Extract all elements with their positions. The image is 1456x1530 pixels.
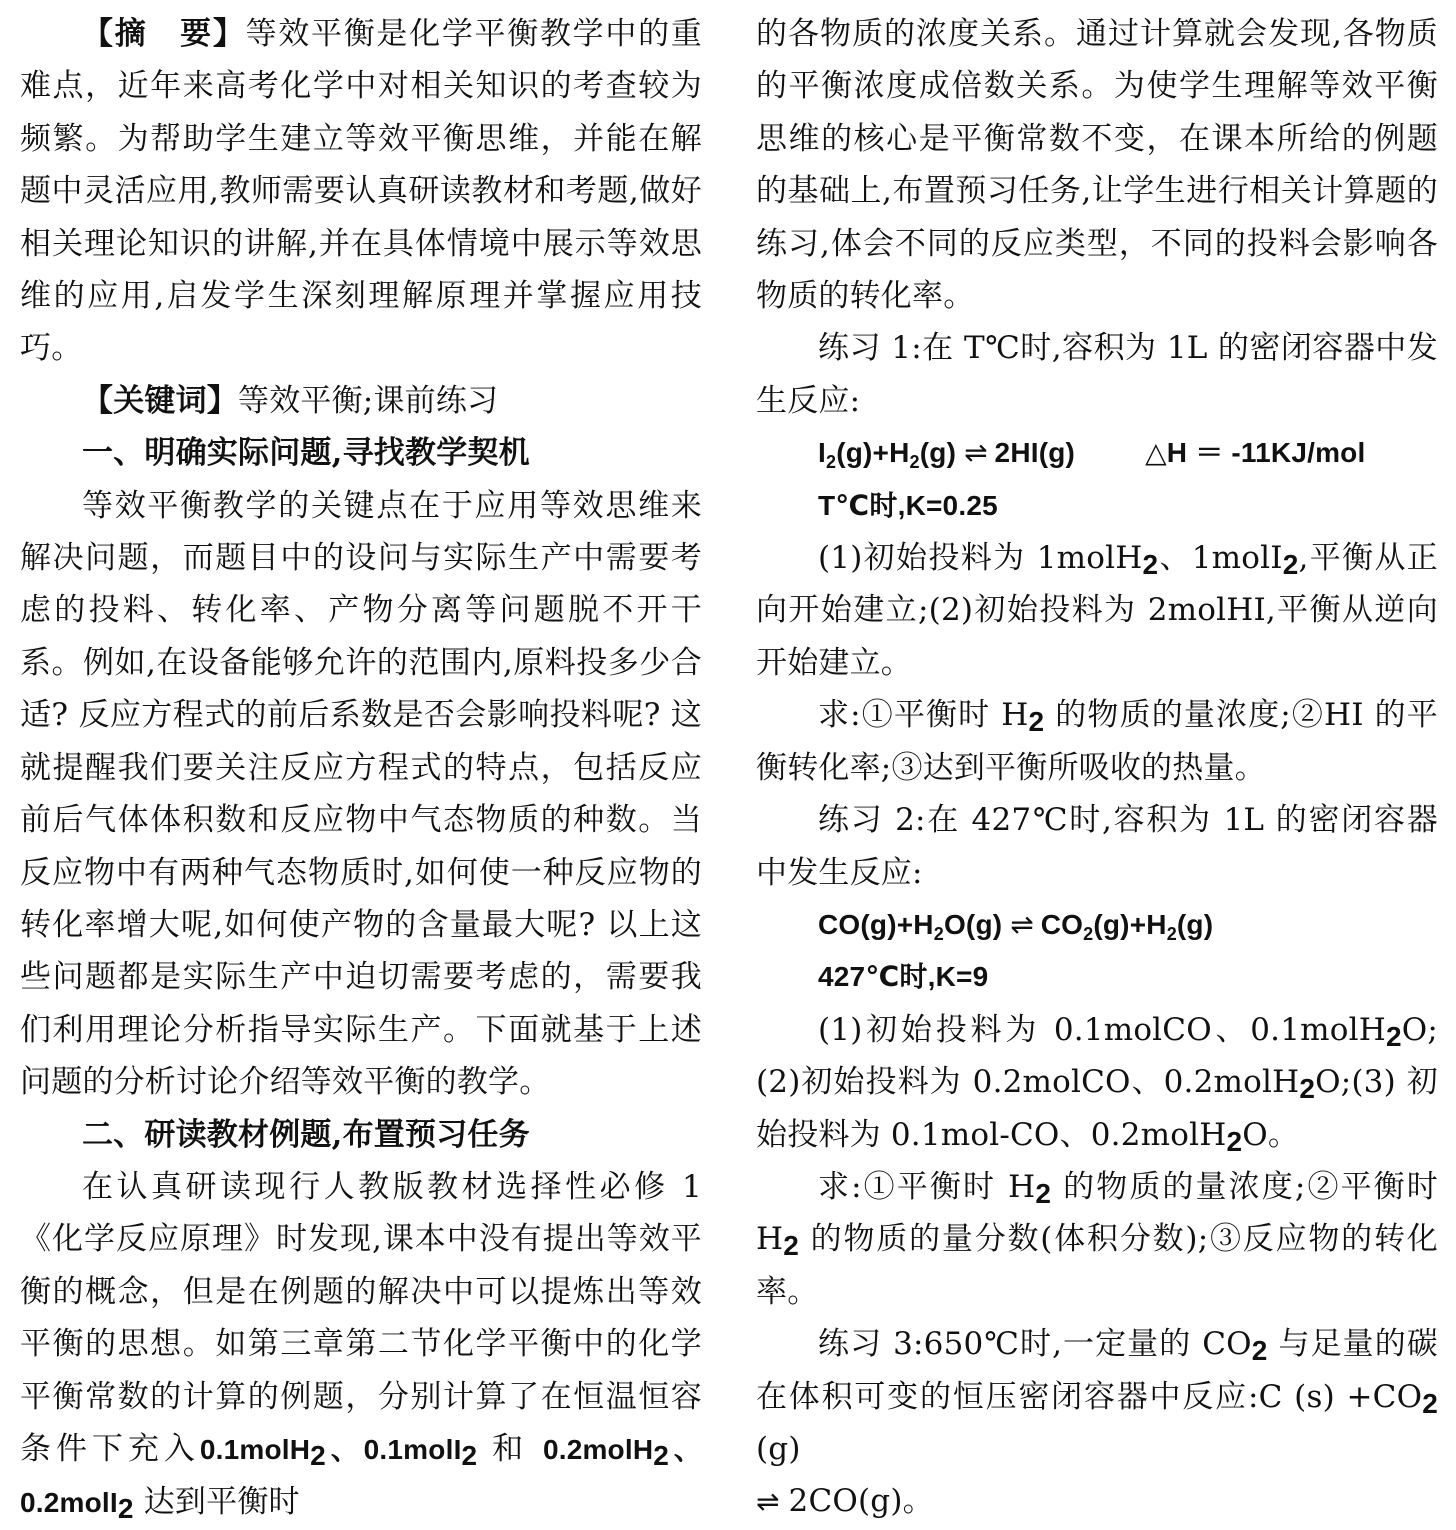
- exercise-3: [756, 1318, 1438, 1529]
- right-column: [756, 8, 1438, 1529]
- enthalpy-text: △H ＝ -11KJ/mol: [1145, 437, 1366, 469]
- subscript: 2: [1028, 706, 1045, 738]
- exercise-3-text: (g): [756, 1430, 801, 1467]
- section-heading-1: 一、明确实际问题,寻找教学契机: [82, 435, 530, 472]
- condition-text: O;(2)初始投料为 0.2molCO、0.2molH: [756, 1011, 1438, 1101]
- formula-text: (g): [919, 437, 957, 469]
- subscript: 2: [310, 1439, 326, 1471]
- exercise-3-text: 与足量的碳在体积可变的恒压密闭容器中反应:C (s) +CO: [756, 1326, 1438, 1415]
- subscript: 2: [1035, 1177, 1052, 1209]
- paragraph-2: [20, 1161, 702, 1530]
- connector-text: 和: [477, 1430, 543, 1467]
- exercise-3-text: 2CO(g)。: [778, 1483, 934, 1520]
- condition-text: (1)初始投料为 0.1molCO、0.1molH: [818, 1011, 1386, 1048]
- subscript: 2: [1385, 1020, 1402, 1052]
- paragraph-2-end: 达到平衡时: [133, 1484, 300, 1521]
- condition-text: (1)初始投料为 1molH: [818, 540, 1143, 577]
- subscript: 2: [117, 1493, 134, 1525]
- formula-text: (g)+H: [836, 437, 910, 469]
- condition-text: O。: [1242, 1116, 1300, 1153]
- subscript: 2: [1251, 1335, 1268, 1367]
- equilibrium-arrow-icon: ⇌: [1010, 907, 1033, 941]
- subscript: 2: [1142, 549, 1159, 581]
- subscript: 2: [909, 452, 920, 473]
- exercise-3-text: 练习 3:650℃时,一定量的 CO: [818, 1326, 1252, 1363]
- formula-text: O(g): [943, 908, 1003, 940]
- exercise-1-questions: [756, 689, 1438, 794]
- formula-text: 、0.1molI: [325, 1433, 462, 1465]
- question-text: 的物质的量分数(体积分数);③反应物的转化率。: [756, 1221, 1438, 1310]
- question-text: 的物质的量浓度;②平衡时 H: [756, 1168, 1438, 1258]
- subscript: 2: [1422, 1387, 1438, 1419]
- keywords-text: 等效平衡;课前练习: [238, 382, 499, 419]
- exercise-2-intro: 练习 2:在 427℃时,容积为 1L 的密闭容器中发生反应:: [756, 802, 1438, 891]
- formula-text: 0.1molH: [199, 1433, 311, 1465]
- question-text: 求:①平衡时 H: [818, 697, 1029, 734]
- formula-text: CO: [1040, 908, 1084, 940]
- question-text: 的物质的量浓度;②HI 的平衡转化率;③达到平衡所吸收的热量。: [756, 697, 1438, 786]
- formula-text: 0.2molH: [542, 1433, 654, 1465]
- exercise-1-k: T℃时,K=0.25: [818, 489, 998, 521]
- exercise-2-conditions: [756, 1004, 1438, 1161]
- subscript: 2: [1226, 1125, 1243, 1157]
- subscript: 2: [461, 1439, 478, 1471]
- subscript: 2: [1282, 549, 1299, 581]
- formula-text: I: [818, 437, 826, 469]
- keywords: [20, 375, 702, 427]
- abstract-text: 等效平衡是化学平衡教学中的重难点，近年来高考化学中对相关知识的考查较为频繁。为帮助学生建立等效平衡思维，并能在解题中灵活应用,教师需要认真研读教材和考题,做好相关理论知识的讲解,并在具体情境中展示等效思维的应用,启发学生深刻理解原理并掌握应用技巧。: [20, 16, 702, 367]
- formula-text: (g)+H: [1093, 908, 1167, 940]
- formula-text: CO(g)+H: [818, 908, 934, 940]
- continued-paragraph: 的各物质的浓度关系。通过计算就会发现,各物质的平衡浓度成倍数关系。为使学生理解等效平衡思维的核心是平衡常数不变，在课本所给的例题的基础上,布置预习任务,让学生进行相关计算题的练习,体会不同的反应类型，不同的投料会影响各物质的转化率。: [756, 16, 1438, 315]
- subscript: 2: [933, 923, 944, 944]
- subscript: 2: [783, 1230, 800, 1262]
- exercise-1-equation: [756, 427, 1438, 479]
- exercise-2-k: 427℃时,K=9: [818, 961, 989, 993]
- subscript: 2: [825, 452, 837, 473]
- section-heading-2: 二、研读教材例题,布置预习任务: [82, 1116, 530, 1153]
- formula-text: 2HI(g): [994, 437, 1076, 469]
- abstract: [20, 8, 702, 375]
- question-text: 求:①平衡时 H: [818, 1168, 1036, 1205]
- exercise-2-questions: [756, 1161, 1438, 1318]
- formula-text: 、0.2molI: [20, 1433, 703, 1519]
- condition-text: 、1molI: [1158, 540, 1283, 577]
- paragraph-1: 等效平衡教学的关键点在于应用等效思维来解决问题，而题目中的设问与实际生产中需要考虑的投料、转化率、产物分离等问题脱不开干系。例如,在设备能够允许的范围内,原料投多少合适? 反应方程式的前后系数是否会影响投料呢? 这就提醒我们要关注反应方程式的特点，包括反应前后气体体积数和反应物中气态物质的种数。当反应物中有两种气态物质时,如何使一种反应物的转化率增大呢,如何使产物的含量最大呢? 以上这些问题都是实际生产中迫切需要考虑的，需要我们利用理论分析指导实际生产。下面就基于上述问题的分析讨论介绍等效平衡的教学。: [20, 487, 702, 1101]
- exercise-1-conditions: [756, 532, 1438, 689]
- paragraph-2-text: 在认真研读现行人教版教材选择性必修 1《化学反应原理》时发现,课本中没有提出等效平衡的概念，但是在例题的解决中可以提炼出等效平衡的思想。如第三章第二节化学平衡中的化学平衡常数的计算的例题，分别计算了在恒温恒容条件下充入: [20, 1168, 702, 1467]
- left-column: [20, 8, 702, 1530]
- keywords-tag: 【关键词】: [82, 382, 238, 419]
- subscript: 2: [1083, 923, 1094, 944]
- condition-text: O;(3) 初始投料为 0.1mol-CO、0.2molH: [756, 1064, 1439, 1153]
- subscript: 2: [1299, 1073, 1316, 1105]
- subscript: 2: [653, 1439, 670, 1471]
- subscript: 2: [1166, 923, 1177, 944]
- exercise-2-equation: [756, 899, 1438, 951]
- equilibrium-arrow-icon: ⇌: [964, 436, 987, 470]
- exercise-1-intro: 练习 1:在 T℃时,容积为 1L 的密闭容器中发生反应:: [756, 330, 1438, 419]
- condition-text: ,平衡从正向开始建立;(2)初始投料为 2molHI,平衡从逆向开始建立。: [756, 540, 1439, 681]
- abstract-tag: 【摘 要】: [82, 16, 246, 52]
- equilibrium-arrow-icon: ⇌: [756, 1485, 779, 1519]
- formula-text: (g): [1176, 908, 1214, 940]
